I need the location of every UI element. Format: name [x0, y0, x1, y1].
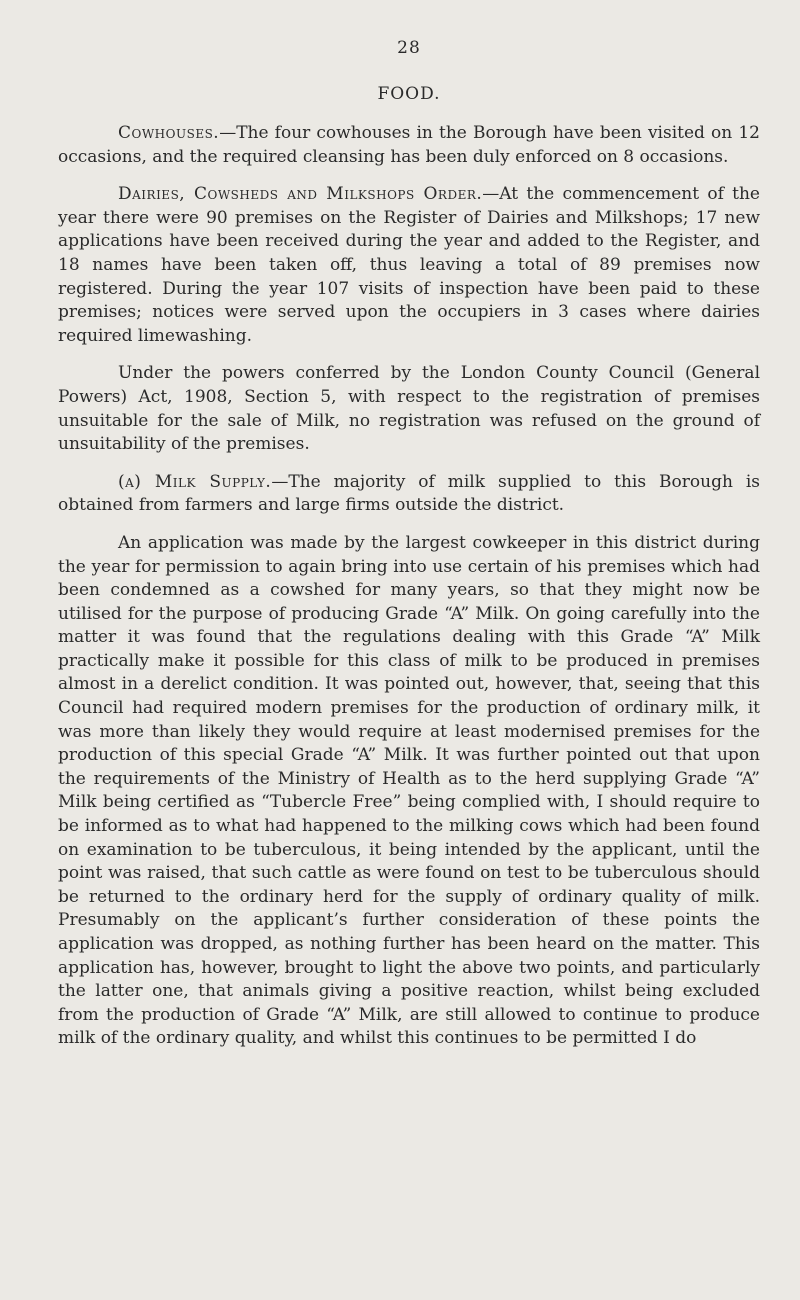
paragraph-lcc-powers [58, 362, 760, 456]
paragraph-text: Under the powers conferred by the London County Council (General Powers) Act, 1908, Section 5, with respect to the registration of premises unsuitable for the sale of Milk, no registration was refused on the ground of unsuitability of the premises. [58, 363, 760, 455]
section-heading: FOOD. [377, 84, 441, 104]
paragraph-cowkeeper-application [58, 532, 760, 1051]
paragraph-cowhouses [58, 122, 760, 169]
paragraph-text: —The four cowhouses in the Borough have been visited on 12 occasions, and the required cleansing has been duly enforced on 8 occasions. [58, 123, 760, 167]
paragraph-text: —At the commencement of the year there were 90 premises on the Register of Dairies and Milkshops; 17 new applications have been received during the year and added to the Register, and 18 names have been taken off, thus leaving a total of 89 premises now registered. During the year 107 visits of inspection have been paid to these premises; notices were served upon the occupiers in 3 cases where dairies required limewashing. [58, 184, 760, 346]
paragraph-text: An application was made by the largest cowkeeper in this district during the year for permission to again bring into use certain of his premises which had been condemned as a cowshed for many years, so that they might now be utilised for the purpose of producing Grade “A” Milk. On going carefully into the matter it was found that the regulations dealing with this Grade “A” Milk practically make it possible for this class of milk to be produced in premises almost in a derelict condition. It was pointed out, however, that, seeing that this Council had required modern premises for the production of ordinary milk, it was more than likely they would require at least modernised premises for the production of this special Grade “A” Milk. It was further pointed out that upon the requirements of the Ministry of Health as to the herd supplying Grade “A” Milk being certified as “Tubercle Free” being complied with, I should require to be informed as to what had happened to the milking cows which had been found on examination to be tuberculous, it being intended by the applicant, until the point was raised, that such cattle as were found on test to be tuberculous should be returned to the ordinary herd for the supply of ordinary quality of milk. Presumably on the applicant’s further consideration of these points the application was dropped, as nothing further has been heard on the matter. This application has, however, brought to light the above two points, and particularly the latter one, that animals giving a positive reaction, whilst being excluded from the production of Grade “A” Milk, are still allowed to continue to produce milk of the ordinary quality, and whilst this continues to be permitted I do [58, 532, 760, 1049]
paragraph-dairies-order [58, 183, 760, 348]
paragraph-lead: (a) Milk Supply. [118, 471, 272, 492]
paragraph-text: —The majority of milk supplied to this Borough is obtained from farmers and large firms outside the district. [58, 471, 760, 516]
paragraph-lead: Cowhouses. [118, 123, 220, 143]
page-number: 28 [397, 38, 421, 58]
paragraph-lead: Dairies, Cowsheds and Milkshops Order. [118, 184, 483, 205]
paragraph-milk-supply [58, 471, 760, 518]
